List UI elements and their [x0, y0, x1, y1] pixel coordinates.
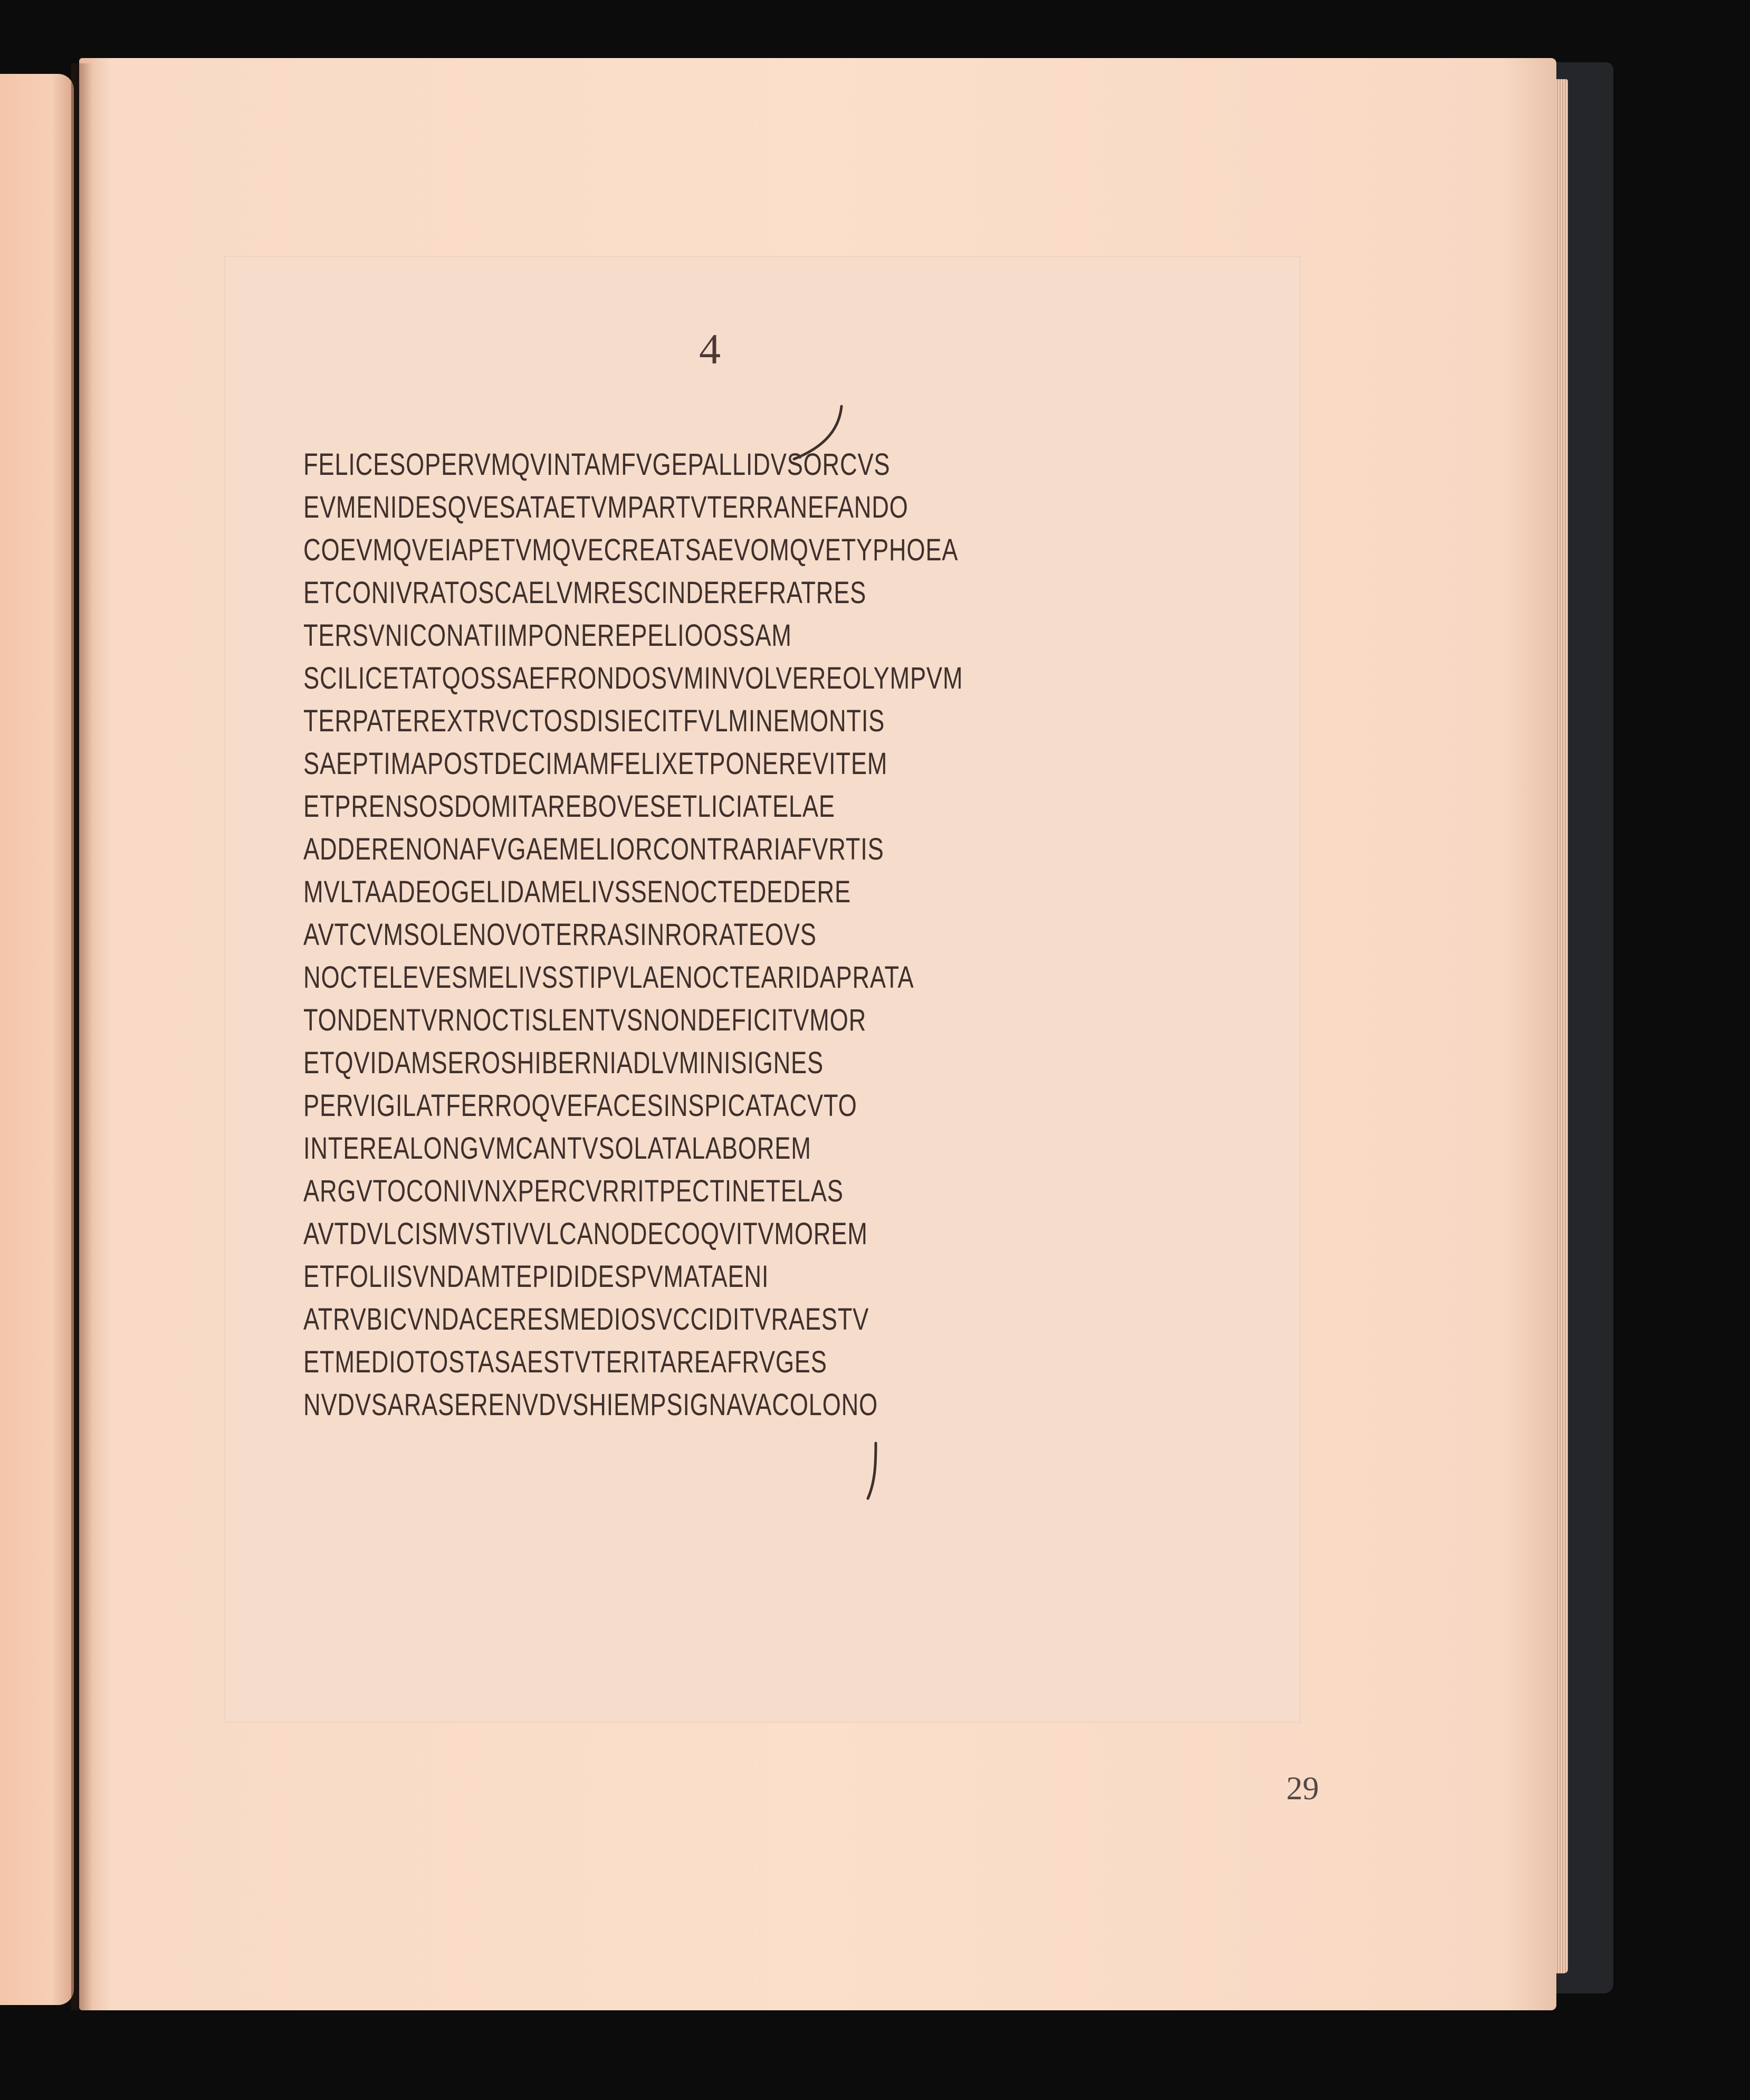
script-line: PERVIGILATFERROQVEFACESINSPICATACVTO — [303, 1089, 857, 1123]
script-line: EVMENIDESQVESATAETVMPARTVTERRANEFANDO — [303, 490, 909, 524]
script-line: ADDERENONAFVGAEMELIORCONTRARIAFVRTIS — [303, 832, 884, 866]
script-line: COEVMQVEIAPETVMQVECREATSAEVOMQVETYPHOEA — [303, 533, 959, 567]
script-line: AVTCVMSOLENOVOTERRASINRORATEOVS — [303, 918, 817, 952]
flourish-bottom — [860, 1440, 892, 1504]
script-line: AVTDVLCISMVSTIVVLCANODECOQVITVMOREM — [303, 1217, 868, 1251]
script-line: ETPRENSOSDOMITAREBOVESETLICIATELAE — [303, 789, 835, 824]
script-line: NVDVSARASERENVDVSHIEMPSIGNAVACOLONO — [303, 1388, 878, 1422]
script-line: ATRVBICVNDACERESMEDIOSVCCIDITVRAESTV — [303, 1302, 869, 1337]
script-line: ETCONIVRATOSCAELVMRESCINDEREFRATRES — [303, 576, 867, 610]
script-line: SCILICETATQOSSAEFRONDOSVMINVOLVEREOLYMPVM — [303, 661, 963, 695]
script-line: MVLTAADEOGELIDAMELIVSSENOCTEDEDERE — [303, 875, 851, 909]
gutter-shadow — [71, 63, 92, 2010]
script-line: TONDENTVRNOCTISLENTVSNONDEFICITVMOR — [303, 1003, 867, 1037]
script-line: SAEPTIMAPOSTDECIMAMFELIXETPONEREVITEM — [303, 747, 888, 781]
plate-number: 4 — [699, 325, 721, 373]
script-line: NOCTELEVESMELIVSSTIPVLAENOCTEARIDAPRATA — [303, 960, 914, 995]
page-number: 29 — [1286, 1771, 1319, 1807]
script-line: ETQVIDAMSEROSHIBERNIADLVMINISIGNES — [303, 1046, 824, 1080]
script-line: TERPATEREXTRVCTOSDISIECITFVLMINEMONTIS — [303, 704, 885, 738]
script-line: ARGVTOCONIVNXPERCVRRITPECTINETELAS — [303, 1174, 844, 1208]
script-line: ETMEDIOTOSTASAESTVTERITAREAFRVGES — [303, 1345, 827, 1379]
script-line: ETFOLIISVNDAMTEPIDIDESPVMATAENI — [303, 1259, 769, 1294]
script-line: TERSVNICONATIIMPONEREPELIOOSSAM — [303, 618, 792, 653]
flourish-top — [789, 401, 852, 475]
script-line: INTEREALONGVMCANTVSOLATALABOREM — [303, 1131, 811, 1166]
left-page — [0, 74, 74, 2005]
calligraphy-text-block — [303, 443, 1279, 1472]
script-line: FELICESOPERVMQVINTAMFVGEPALLIDVSORCVS — [303, 447, 891, 482]
